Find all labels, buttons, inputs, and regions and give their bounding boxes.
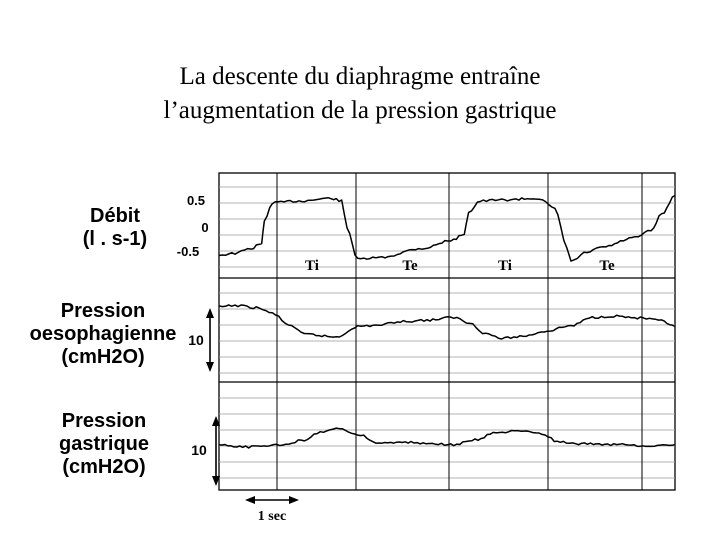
oesophageal-scale-label: 10 <box>188 332 204 348</box>
gastric-label-line-3: (cmH2O) <box>62 456 146 478</box>
pression-gastrique-trace <box>219 428 675 448</box>
gastric-scale-label: 10 <box>191 442 207 458</box>
phase-label-te-2: Te <box>599 258 615 274</box>
vertical-gridlines <box>277 173 642 490</box>
horizontal-gridlines <box>219 187 675 478</box>
slide-title-line-1: La descente du diaphragme entraîne <box>179 63 541 90</box>
debit-label-unit: (l . s-1) <box>82 228 148 250</box>
gastric-label-line-1: Pression <box>61 410 147 432</box>
phase-label-ti-1: Ti <box>305 258 319 274</box>
time-scale-bar <box>245 496 299 504</box>
gastric-label-line-2: gastrique <box>58 433 150 455</box>
phase-label-ti-2: Ti <box>498 258 512 274</box>
oesophageal-label-line-3: (cmH2O) <box>61 346 145 368</box>
phase-label-te-1: Te <box>402 258 418 274</box>
pression-oesophagienne-trace <box>219 305 675 339</box>
oesophageal-label-line-1: Pression <box>60 300 146 322</box>
debit-tick-zero: 0 <box>201 220 209 235</box>
oesophageal-label-line-2: oesophagienne <box>29 323 177 345</box>
debit-tick-high: 0.5 <box>186 193 206 208</box>
slide-title-line-2: l’augmentation de la pression gastrique <box>163 97 557 124</box>
chart-frame <box>219 173 675 490</box>
time-scale-label: 1 sec <box>257 509 287 524</box>
oesophageal-scale-bar <box>206 308 214 372</box>
debit-tick-low: -0.5 <box>176 244 200 259</box>
debit-label-name: Débit <box>90 205 140 227</box>
